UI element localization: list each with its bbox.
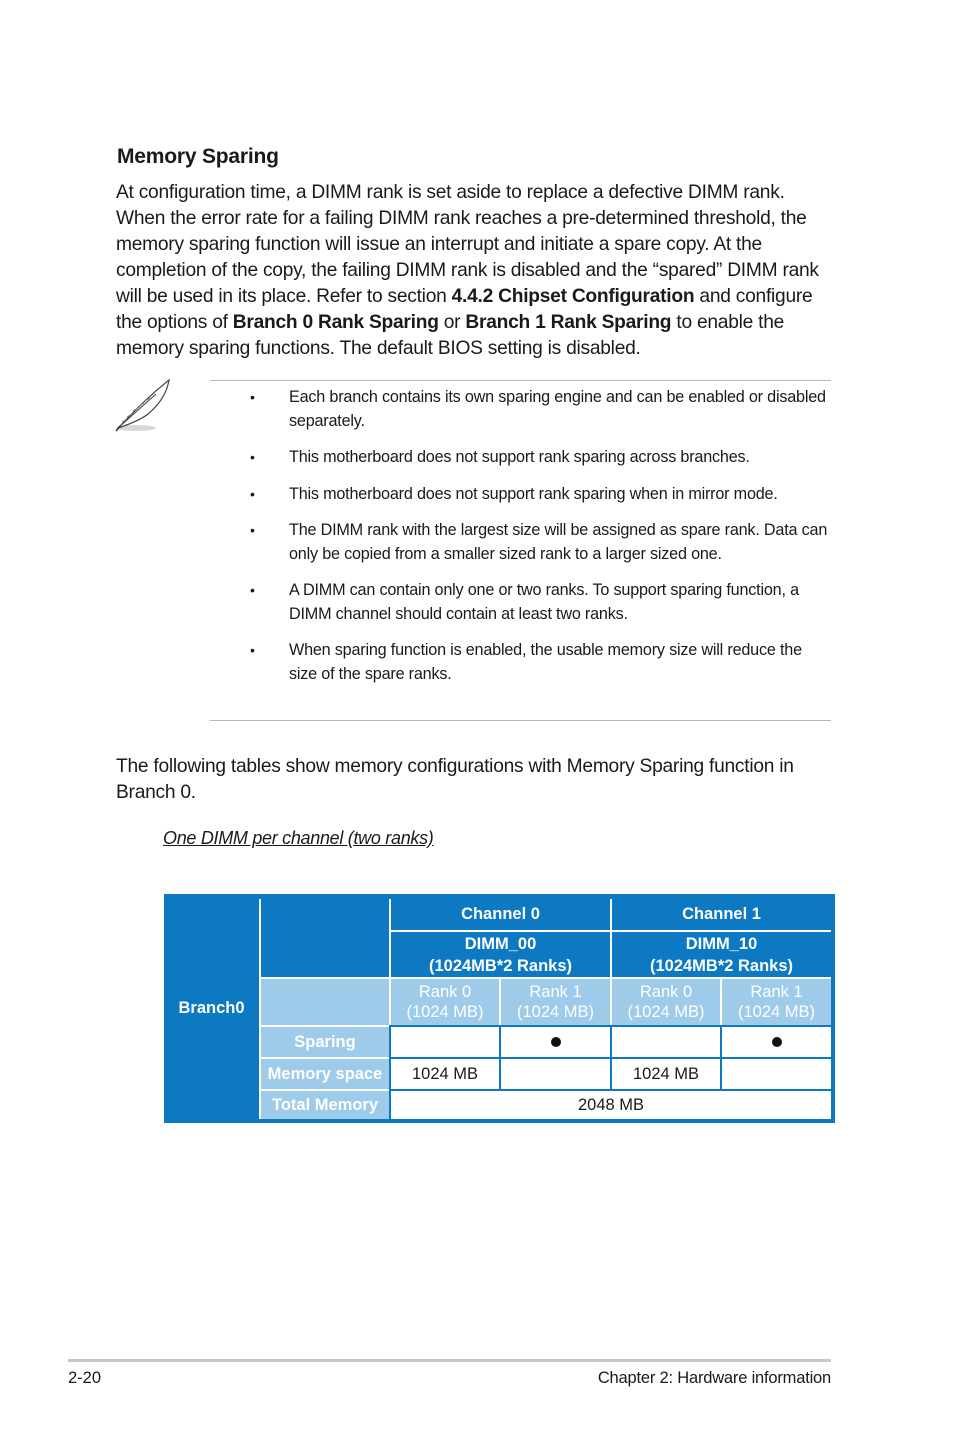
note-item [210,386,831,433]
intro-text-4: to enable the memory sparing functions. The default BIOS setting is disabled. [116,312,785,359]
memory-space-cell: 1024 MB [610,1057,720,1089]
note-text: Each branch contains its own sparing engine and can be enabled or disabled separately. [289,388,826,430]
intro-text-2: and configure the options of [116,286,813,333]
memory-space-cell: 1024 MB [389,1057,499,1089]
spare-rank-dot-icon [551,1037,561,1047]
rank-name: Rank 0 [418,983,472,1001]
rank-name: Rank 0 [639,983,693,1001]
rank-row-label-blank [259,977,389,1025]
chapter-title: Chapter 2: Hardware information [597,1369,831,1387]
rank-header [499,977,610,1025]
intro-text-3: or [438,312,466,333]
note-item [210,483,831,507]
dimm-10-header [610,930,831,977]
note-item [210,639,831,686]
branch-label: Branch0 [164,894,259,1123]
channel-1-header: Channel 1 [610,899,831,930]
memory-sparing-table [164,894,835,1123]
rank-size: (1024 MB) [406,1003,484,1021]
spare-rank-dot-icon [772,1037,782,1047]
note-text: This motherboard does not support rank sparing across branches. [289,448,750,466]
intro-text-1: At configuration time, a DIMM rank is set aside to replace a defective DIMM rank. When the error rate for a failing DIMM rank reaches a pre-determined threshold, the memory sparing function will issue an interrupt and initiate a spare copy. At the completion of the copy, the failing DIMM rank is disabled and the “spared” DIMM rank will be used in its place. Refer to section [116,182,819,307]
note-text: The DIMM rank with the largest size will be assigned as spare rank. Data can only be copied from a smaller sized rank to a larger sized one. [289,521,828,563]
ref-branch1-rank-sparing: Branch 1 Rank Sparing [465,312,672,333]
sparing-cell [610,1025,720,1057]
channel-0-header: Channel 0 [389,899,610,930]
section-title: Memory Sparing [117,145,279,168]
total-memory-cell: 2048 MB [389,1089,831,1119]
note-text: A DIMM can contain only one or two ranks. To support sparing function, a DIMM channel should contain at least two ranks. [289,581,799,623]
following-paragraph: The following tables show memory configurations with Memory Sparing function in Branch 0. [116,756,794,803]
memory-space-cell [499,1057,610,1089]
rank-header [610,977,720,1025]
dimm-name: DIMM_00 [464,934,537,953]
sparing-row-label: Sparing [259,1025,389,1057]
sparing-cell [499,1025,610,1057]
rank-size: (1024 MB) [516,1003,595,1021]
rank-header [389,977,499,1025]
bullet: • [250,389,255,405]
note-text: When sparing function is enabled, the usable memory size will reduce the size of the spare ranks. [289,641,802,683]
note-text: This motherboard does not support rank sparing when in mirror mode. [289,484,778,503]
intro-paragraph [116,180,832,362]
dimm-size: (1024MB*2 Ranks) [428,956,573,975]
note-box [210,380,831,721]
dimm-size: (1024MB*2 Ranks) [649,956,794,975]
ref-chipset-config: 4.4.2 Chipset Configuration [451,286,695,307]
memory-space-row-label: Memory space [259,1057,389,1089]
memory-space-cell [720,1057,831,1089]
total-memory-row-label: Total Memory [259,1089,389,1119]
note-item [210,579,831,626]
rank-size: (1024 MB) [627,1003,705,1021]
ref-branch0-rank-sparing: Branch 0 Rank Sparing [232,312,439,333]
sparing-cell [389,1025,499,1057]
feather-pen-icon [112,376,174,434]
bullet: • [250,449,255,465]
rank-name: Rank 1 [529,983,582,1001]
footer-rule [68,1359,831,1362]
bullet: • [250,522,255,538]
page-number: 2-20 [68,1369,102,1387]
bullet: • [250,642,255,658]
note-list [210,386,831,699]
rank-name: Rank 1 [750,983,803,1001]
rank-header [720,977,831,1025]
dimm-00-header [389,930,610,977]
bullet: • [250,485,255,502]
sparing-cell [720,1025,831,1057]
table-caption: One DIMM per channel (two ranks) [163,828,434,848]
corner-blank [259,899,389,977]
bullet: • [250,582,255,598]
note-item [210,519,831,566]
rank-size: (1024 MB) [737,1003,816,1021]
dimm-name: DIMM_10 [685,934,758,953]
note-item [210,446,831,470]
